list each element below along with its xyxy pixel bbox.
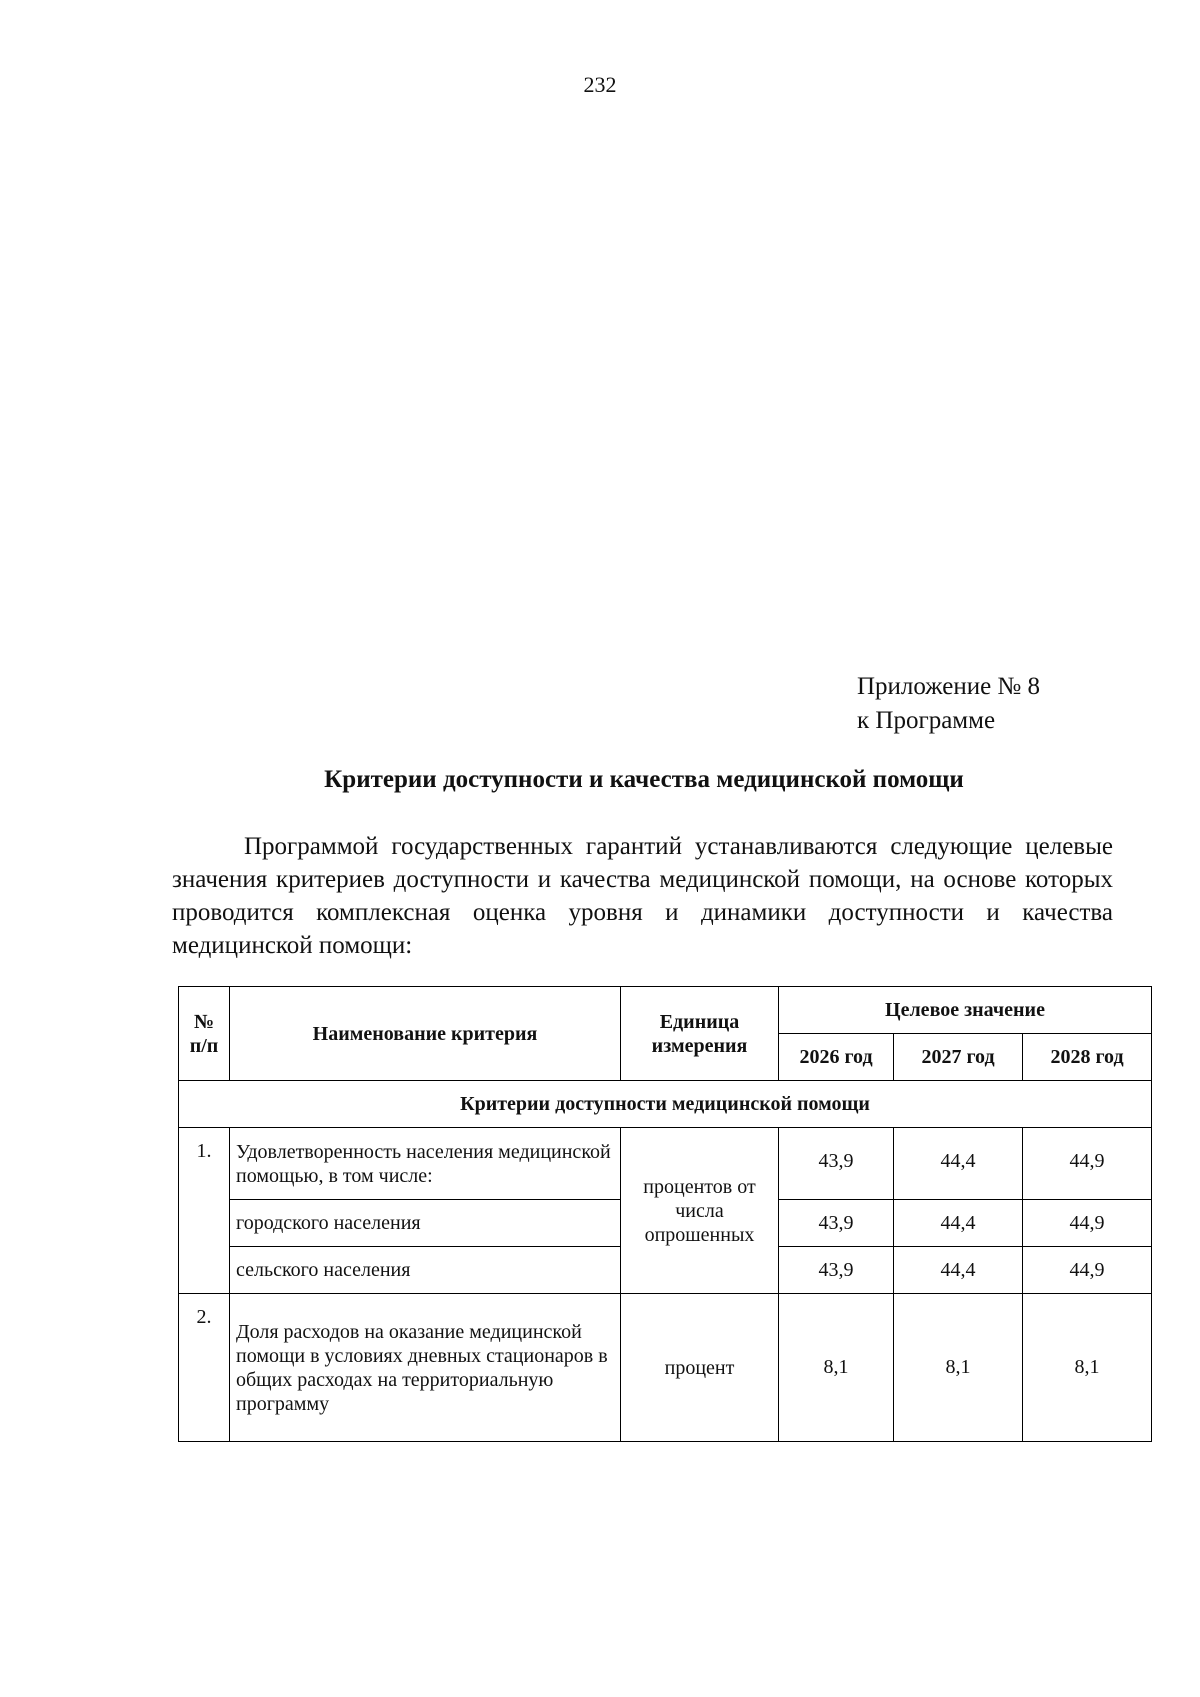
value-2027: 44,4 [894,1247,1023,1294]
criterion-name: Удовлетворенность населения медицинской помощью, в том числе: [230,1128,621,1200]
header-number: № п/п [179,987,230,1081]
value-2026: 43,9 [779,1200,894,1247]
header-unit: Единица измерения [621,987,779,1081]
value-2026: 43,9 [779,1247,894,1294]
header-year-2027: 2027 год [894,1034,1023,1081]
table-row [179,1294,1152,1442]
header-target-value: Целевое значение [779,987,1152,1034]
criterion-unit: процент [621,1294,779,1442]
value-2027: 44,4 [894,1128,1023,1200]
page-number: 232 [583,72,617,97]
value-2027: 44,4 [894,1200,1023,1247]
section-title: Критерии доступности медицинской помощи [179,1081,1152,1128]
intro-paragraph: Программой государственных гарантий устанавливаются следующие целевые значения критериев доступности и качества медицинской помощи, на основе которых проводится комплексная оценка уровня и динамики доступности и качества медицинской помощи: [172,833,1113,959]
document-title: Критерии доступности и качества медицинской помощи [324,766,964,793]
value-2027: 8,1 [894,1294,1023,1442]
value-2028: 44,9 [1023,1200,1152,1247]
value-2026: 43,9 [779,1128,894,1200]
appendix-program: к Программе [857,707,996,734]
value-2028: 8,1 [1023,1294,1152,1442]
appendix-reference [857,670,1040,738]
header-year-2028: 2028 год [1023,1034,1152,1081]
header-year-2026: 2026 год [779,1034,894,1081]
criterion-unit: процентов от числа опрошенных [621,1128,779,1294]
row-number: 1. [179,1128,230,1294]
section-row [179,1081,1152,1128]
criterion-name: сельского населения [230,1247,621,1294]
header-criterion-name: Наименование критерия [230,987,621,1081]
criterion-name: Доля расходов на оказание медицинской помощи в условиях дневных стационаров в общих расходах на территориальную программу [230,1294,621,1442]
table-row [179,1128,1152,1200]
value-2028: 44,9 [1023,1247,1152,1294]
criterion-name: городского населения [230,1200,621,1247]
appendix-number: Приложение № 8 [857,673,1041,700]
row-number: 2. [179,1294,230,1442]
value-2028: 44,9 [1023,1128,1152,1200]
criteria-table [178,986,1152,1442]
value-2026: 8,1 [779,1294,894,1442]
